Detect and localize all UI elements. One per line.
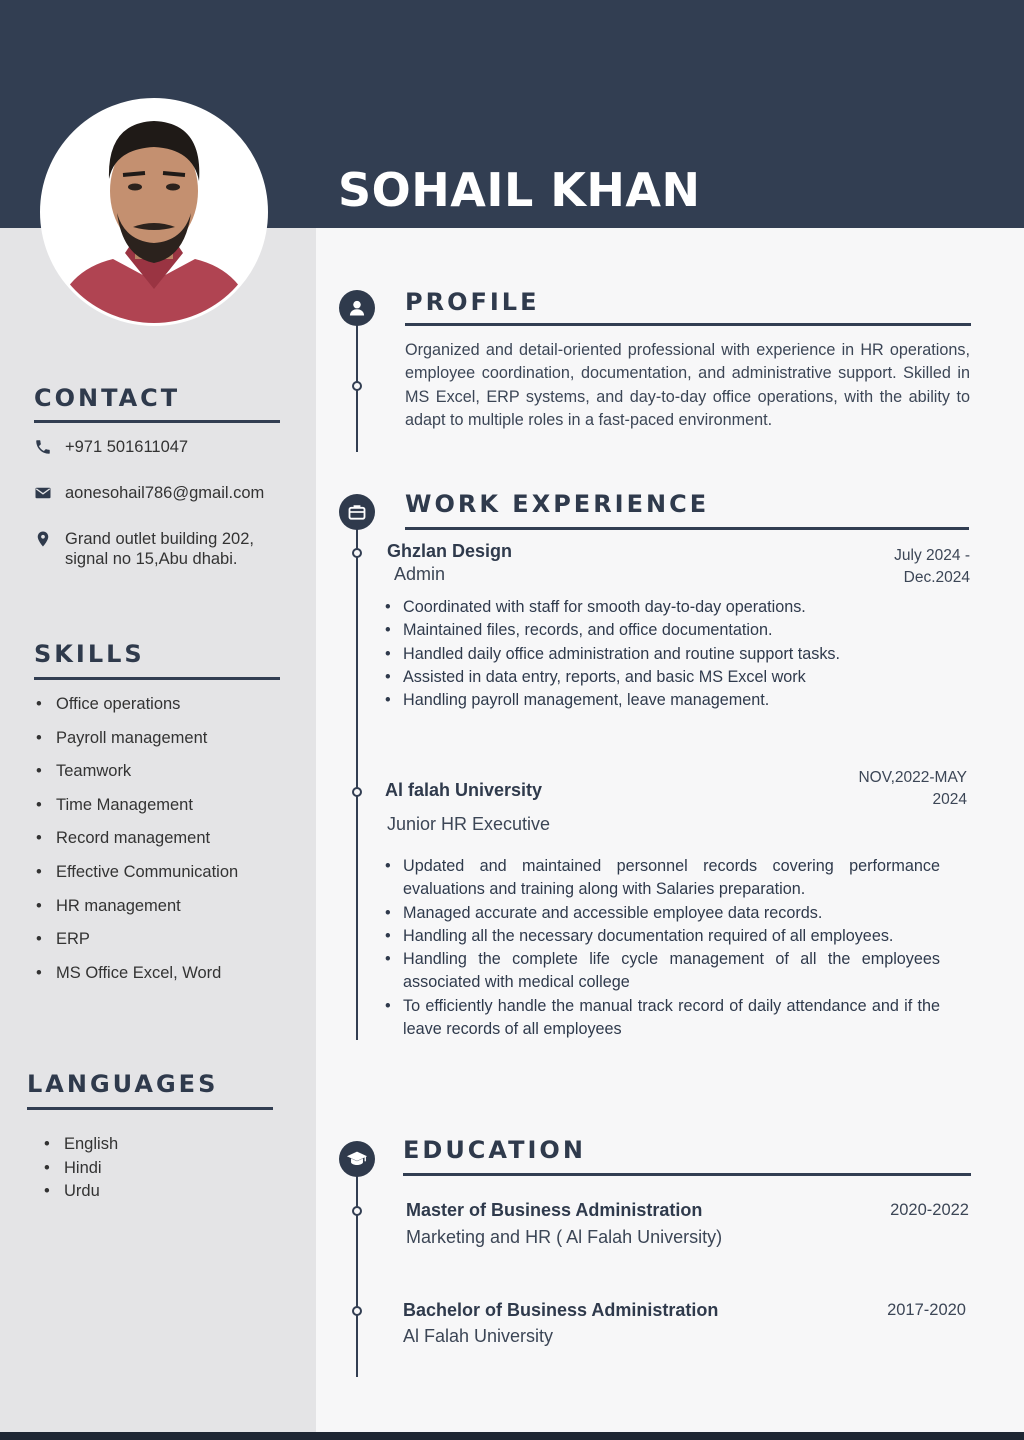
job-role: Admin xyxy=(394,564,446,584)
contact-address xyxy=(34,529,254,569)
address-line-2: signal no 15,Abu dhabi. xyxy=(65,550,238,568)
timeline-education xyxy=(356,1150,358,1377)
job-company: Al falah University xyxy=(385,780,543,800)
skill-item: • Payroll management xyxy=(36,722,238,756)
timeline-work xyxy=(356,510,358,1040)
contact-phone xyxy=(34,437,188,457)
timeline-dot xyxy=(352,1306,362,1316)
timeline-dot xyxy=(352,787,362,797)
skill-item: • Time Management xyxy=(36,789,238,823)
timeline-dot xyxy=(352,548,362,558)
duty-item: • Maintained files, records, and office documentation. xyxy=(385,619,945,642)
languages-rule xyxy=(27,1107,273,1110)
email-icon xyxy=(34,484,52,502)
candidate-name: SOHAIL KHAN xyxy=(338,163,701,217)
job-company: Ghzlan Design xyxy=(387,541,513,561)
languages-list xyxy=(44,1133,118,1204)
profile-photo-portrait xyxy=(43,101,265,323)
profile-photo xyxy=(40,98,268,326)
degree-school: Marketing and HR ( Al Falah University) xyxy=(406,1227,723,1247)
contact-rule xyxy=(34,420,280,423)
duty-item: • Managed accurate and accessible employee data records. xyxy=(385,902,940,925)
skills-title: SKILLS xyxy=(34,640,145,668)
phone-number: +971 501611047 xyxy=(65,438,189,456)
duty-item: • To efficiently handle the manual track record of daily attendance and if the leave records of all employees xyxy=(385,995,940,1042)
job-dates xyxy=(894,545,970,589)
skill-item: • Effective Communication xyxy=(36,856,238,890)
duty-item: • Handled daily office administration and routine support tasks. xyxy=(385,643,945,666)
job-role: Junior HR Executive xyxy=(387,814,551,834)
briefcase-icon xyxy=(339,494,375,530)
duty-item: • Updated and maintained personnel records covering performance evaluations and training along with Salaries preparation. xyxy=(385,855,940,902)
address-line-1: Grand outlet building 202, xyxy=(65,530,254,548)
degree-name: Bachelor of Business Administration xyxy=(403,1300,719,1320)
profile-title: PROFILE xyxy=(405,288,540,316)
skills-rule xyxy=(34,677,280,680)
duty-item: • Handling the complete life cycle management of all the employees associated with medical college xyxy=(385,948,940,995)
profile-person-icon xyxy=(339,290,375,326)
contact-email xyxy=(34,483,264,503)
skill-item: • Office operations xyxy=(36,688,238,722)
email-address: aonesohail786@gmail.com xyxy=(65,484,265,502)
job-date-line-2: 2024 xyxy=(932,791,967,808)
degree-years: 2017-2020 xyxy=(887,1301,966,1319)
education-title: EDUCATION xyxy=(403,1136,586,1164)
education-rule xyxy=(403,1173,971,1176)
work-title: WORK EXPERIENCE xyxy=(405,490,710,518)
skill-item: • Record management xyxy=(36,822,238,856)
degree-school: Al Falah University xyxy=(403,1326,554,1346)
job-dates xyxy=(858,767,967,811)
language-item: • Urdu xyxy=(44,1180,118,1204)
work-rule xyxy=(405,527,969,530)
profile-rule xyxy=(405,323,971,326)
skill-item: • ERP xyxy=(36,923,238,957)
graduation-cap-icon xyxy=(339,1141,375,1177)
profile-summary: Organized and detail-oriented professional with experience in HR operations, employee coordination, documentation, and administrative support. Skilled in MS Excel, ERP systems, and day-to-day office operations, with the ability to adapt to multiple roles in a fast-paced environment. xyxy=(405,341,970,429)
skill-item: • Teamwork xyxy=(36,755,238,789)
phone-icon xyxy=(34,438,52,456)
duty-item: • Handling all the necessary documentation required of all employees. xyxy=(385,925,940,948)
timeline-dot xyxy=(352,381,362,391)
skill-item: • HR management xyxy=(36,890,238,924)
timeline-dot xyxy=(352,1206,362,1216)
language-item: • Hindi xyxy=(44,1157,118,1181)
skill-item: • MS Office Excel, Word xyxy=(36,957,238,991)
job-date-line-2: Dec.2024 xyxy=(903,569,970,586)
language-item: • English xyxy=(44,1133,118,1157)
job-date-line-1: July 2024 - xyxy=(894,547,970,564)
degree-name: Master of Business Administration xyxy=(406,1200,703,1220)
skills-list xyxy=(36,688,238,990)
duty-item: • Handling payroll management, leave management. xyxy=(385,689,945,712)
location-pin-icon xyxy=(34,530,52,548)
bottom-bar xyxy=(0,1432,1024,1440)
contact-title: CONTACT xyxy=(34,384,181,412)
degree-years: 2020-2022 xyxy=(890,1201,969,1219)
job-duties xyxy=(385,596,945,712)
job-duties xyxy=(385,855,940,1041)
job-date-line-1: NOV,2022-MAY xyxy=(858,769,967,786)
duty-item: • Assisted in data entry, reports, and basic MS Excel work xyxy=(385,666,945,689)
duty-item: • Coordinated with staff for smooth day-to-day operations. xyxy=(385,596,945,619)
address xyxy=(65,529,254,569)
languages-title: LANGUAGES xyxy=(27,1070,219,1098)
